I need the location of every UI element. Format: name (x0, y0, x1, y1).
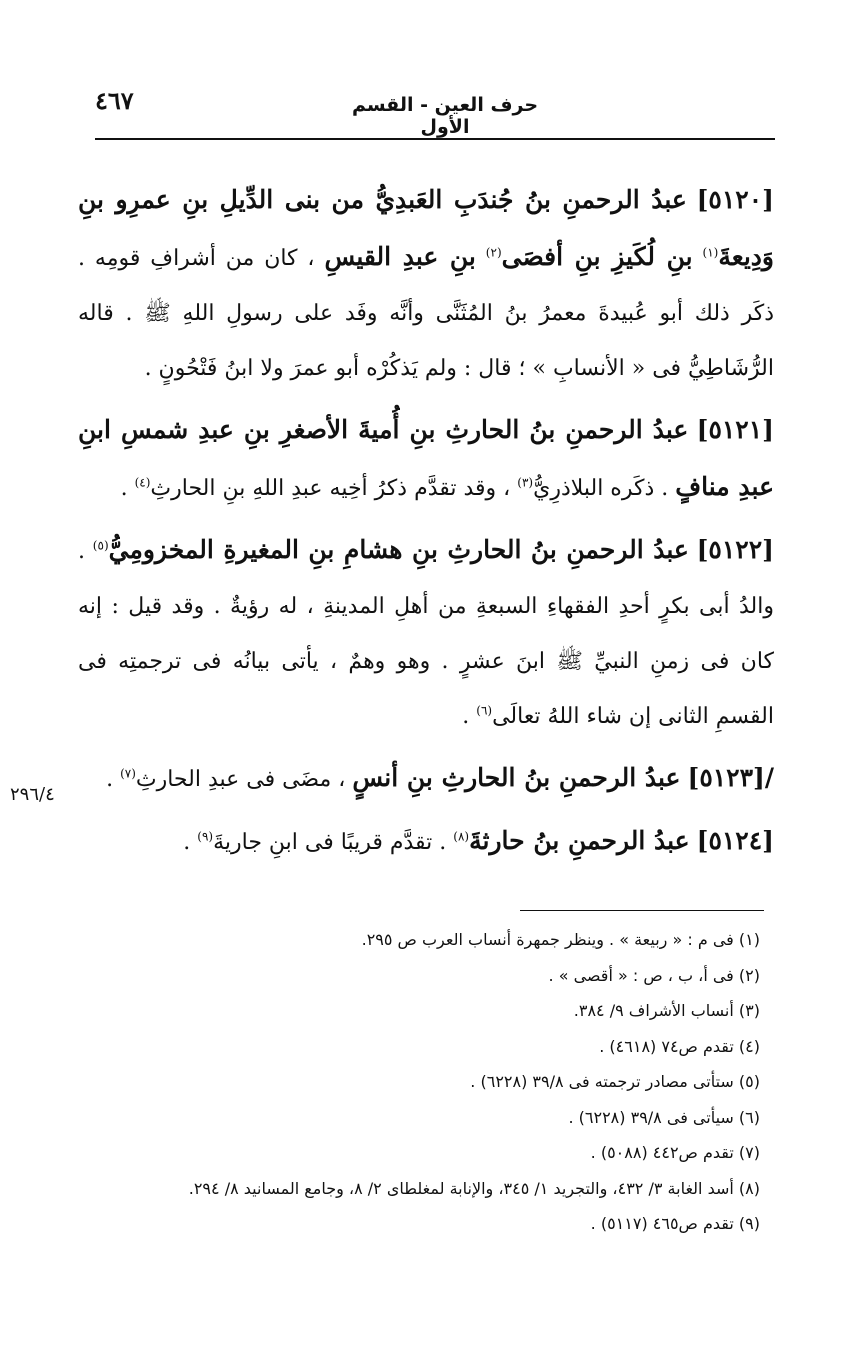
entry-text: . (106, 767, 114, 792)
footnote-ref: (٢) (485, 245, 502, 260)
page-number: ٤٦٧ (95, 86, 134, 115)
entry-text: ، وقد تقدَّم ذكرُ أخِيه عبدِ اللهِ بنِ الحارثِ (150, 476, 511, 501)
entry-name: عبدُ الرحمنِ بنُ الحارثِ بنِ هشامِ بنِ المغيرةِ المخزومِيُّ (108, 535, 689, 564)
entry-number: [٥١٢٢] (696, 535, 774, 564)
entry-5120 (78, 172, 774, 396)
entry-name: عبدُ الرحمنِ بنُ الحارثِ بنِ أُميةَ الأصغرِ بنِ عبدِ شمسِ ابنِ عبدِ منافٍ (78, 415, 774, 501)
entry-name-continued: بنِ لُكَيزِ بنِ أفصَى (501, 242, 693, 271)
entry-name: عبدُ الرحمنِ بنُ حارثةَ (469, 826, 690, 855)
entry-text: . (462, 704, 470, 729)
footnote-ref: (٣) (517, 475, 534, 490)
running-title: حرف العين - القسم الأول (351, 94, 539, 138)
footnote: (٩) تقدم ص٤٦٥ (٥١١٧) . (590, 1214, 760, 1233)
footnote: (٥) ستأتى مصادر ترجمته فى ٣٩/٨ (٦٢٢٨) . (470, 1072, 760, 1091)
footnote: (٦) سيأتى فى ٣٩/٨ (٦٢٢٨) . (568, 1107, 760, 1127)
footnote-ref: (٩) (197, 829, 214, 844)
page-header (95, 78, 775, 138)
entry-5121 (78, 402, 774, 516)
footnote-ref: (٨) (453, 829, 470, 844)
footnote-ref: (٥) (92, 538, 109, 553)
entry-text: . والدُ أبى بكرٍ أحدِ الفقهاءِ السبعةِ من أهلِ المدينةِ ، له رؤيةٌ . وقد قيل : إنه كان فى زمنِ النبيِّ ﷺ ابنَ عشرٍ . وهو وهمٌ ، يأتى بيانُه فى ترجمتِه فى القسمِ الثانى إن شاء اللهُ تعالَى (78, 539, 774, 729)
footnote-ref: (١) (702, 245, 719, 260)
footnotes (60, 922, 760, 1242)
footnote-ref: (٦) (476, 703, 493, 718)
entry-text: ، كان من أشرافِ قومِه . ذكَر ذلك أبو عُبيدةَ معمرُ بنُ المُثَنَّى وأنَّه وفَد على رسولِ اللهِ ﷺ . قاله الرُّشَاطِيُّ فى « الأنسابِ » ؛ قال : ولم يَذكُرْه أبو عمرَ ولا ابنُ فَتْحُونٍ . (78, 246, 774, 381)
entry-text: . ذكَره البلاذرِيُّ (533, 476, 669, 501)
entry-name: عبدُ الرحمنِ بنُ الحارثِ بنِ أنسٍ (352, 763, 681, 792)
main-text (78, 172, 774, 876)
footnote: (٣) أنساب الأشراف ٩/ ٣٨٤. (573, 1001, 760, 1020)
entry-number: [٥١٢١] (696, 415, 774, 444)
entry-number: /[٥١٢٣] (687, 763, 774, 792)
footnote: (١) فى م : « ربيعة » . وينظر جمهرة أنساب العرب ص ٢٩٥. (361, 930, 760, 949)
header-rule (95, 138, 775, 140)
footnote: (٢) فى أ، ب ، ص : « أقصى » . (548, 965, 760, 985)
margin-note: ٢٩٦/٤ (10, 784, 55, 805)
entry-number: [٥١٢٤] (696, 826, 774, 855)
footnote: (٧) تقدم ص٤٤٢ (٥٠٨٨) . (590, 1143, 760, 1162)
entry-number: [٥١٢٠] (696, 185, 774, 214)
entry-name: عبدُ الرحمنِ بنُ جُندَبِ العَبدِيُّ من بنى الدِّيلِ بنِ عمرِو بنِ وَدِيعةَ (78, 185, 774, 271)
entry-text: . تقدَّم قريبًا فى ابنِ جاريةَ (213, 830, 447, 855)
footnotes-rule (520, 910, 764, 911)
entry-text: ، مضَى فى عبدِ الحارثِ (135, 767, 346, 792)
footnote: (٨) أسد الغابة ٣/ ٤٣٢، والتجريد ١/ ٣٤٥، والإنابة لمغلطاى ٢/ ٨، وجامع المسانيد ٨/ ٢٩٤. (188, 1178, 760, 1198)
footnote: (٤) تقدم ص٧٤ (٤٦١٨) . (599, 1036, 760, 1056)
entry-text: . (183, 830, 191, 855)
entry-text: . (120, 476, 128, 501)
entry-5122 (78, 522, 774, 744)
footnote-ref: (٤) (134, 475, 151, 490)
entry-5123 (78, 750, 774, 807)
footnote-ref: (٧) (120, 766, 136, 781)
entry-name-continued: بنِ عبدِ القيسِ (324, 242, 476, 271)
entry-5124 (78, 813, 774, 870)
